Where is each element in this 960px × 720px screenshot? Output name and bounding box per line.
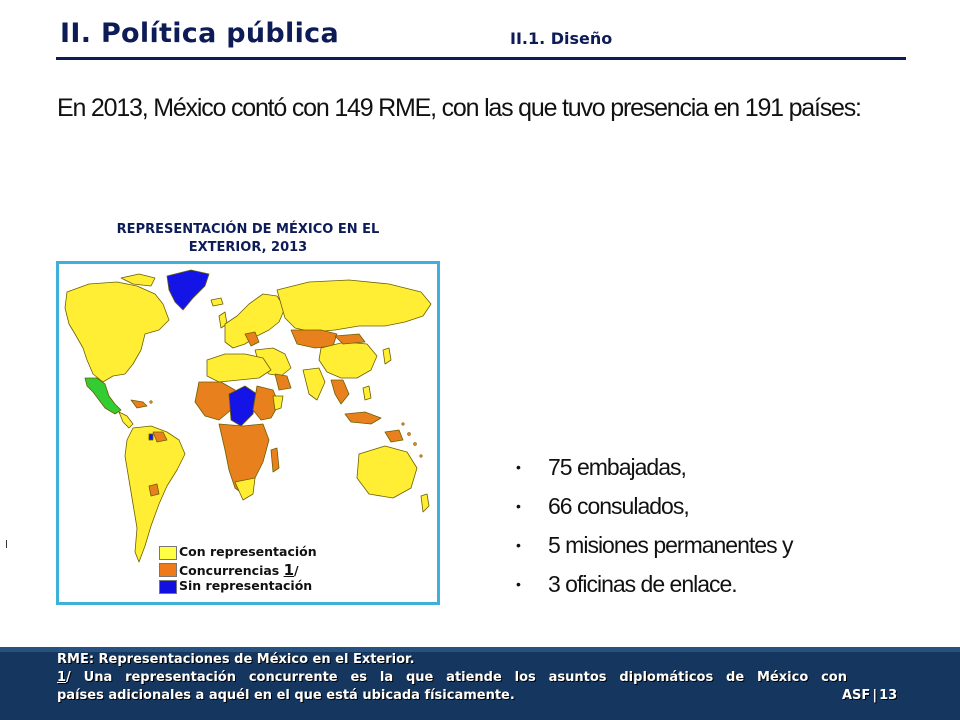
map-title-line-1: REPRESENTACIÓN DE MÉXICO EN EL bbox=[116, 222, 380, 237]
region-central-africa bbox=[229, 386, 257, 426]
legend-label bbox=[179, 561, 299, 579]
region-china bbox=[319, 342, 377, 378]
region-suriname bbox=[149, 434, 153, 440]
region-indonesia bbox=[345, 412, 381, 424]
region-horn-of-africa bbox=[273, 396, 283, 410]
region-papua bbox=[385, 430, 403, 442]
region-australia bbox=[357, 446, 417, 498]
island-dot bbox=[407, 432, 410, 435]
org-label: ASF bbox=[842, 688, 871, 703]
region-central-asia bbox=[291, 330, 337, 348]
region-north-africa bbox=[207, 354, 271, 382]
legend-swatch-orange bbox=[159, 563, 177, 577]
region-philippines bbox=[363, 386, 371, 400]
region-north-america bbox=[65, 282, 169, 382]
region-india bbox=[303, 368, 325, 400]
bullet-item bbox=[516, 452, 792, 491]
map-title bbox=[56, 221, 440, 257]
bullet-dot-icon: • bbox=[516, 576, 520, 592]
region-new-zealand bbox=[421, 494, 429, 512]
map-title-line-2: EXTERIOR, 2013 bbox=[188, 240, 308, 255]
legend-label: Sin representación bbox=[179, 578, 313, 593]
bullet-dot-icon: • bbox=[516, 537, 520, 553]
bullet-text: 75 embajadas, bbox=[548, 454, 686, 480]
region-central-america bbox=[119, 412, 133, 428]
legend-label: Con representación bbox=[179, 544, 317, 559]
region-paraguay bbox=[149, 484, 159, 496]
region-japan bbox=[383, 348, 391, 364]
separator: | bbox=[872, 688, 878, 703]
bullet-text: 66 consulados, bbox=[548, 493, 689, 519]
bullet-text: 3 oficinas de enlace. bbox=[548, 571, 737, 597]
bullet-list bbox=[516, 452, 792, 608]
region-caribbean bbox=[131, 400, 147, 408]
region-greenland bbox=[167, 270, 209, 310]
edge-mark bbox=[6, 540, 7, 548]
slide-title: II. Política pública bbox=[60, 18, 339, 49]
world-map bbox=[56, 261, 440, 605]
bullet-dot-icon: • bbox=[516, 498, 520, 514]
island-dot bbox=[420, 455, 423, 458]
footnote-ref: 1 bbox=[283, 561, 295, 579]
footnote-concurrency bbox=[57, 670, 847, 685]
region-mexico bbox=[85, 378, 121, 414]
legend-swatch-yellow bbox=[159, 546, 177, 560]
footnote-concurrency-cont: países adicionales a aquél en el que está ubicada físicamente. bbox=[57, 688, 515, 703]
legend-label-text: Concurrencias bbox=[179, 563, 284, 578]
bullet-item bbox=[516, 569, 792, 608]
region-mongolia bbox=[335, 334, 365, 344]
region-west-africa bbox=[195, 382, 235, 420]
section-subtitle: II.1. Diseño bbox=[510, 29, 613, 48]
footnote-ref: 1 bbox=[57, 670, 67, 685]
page-badge bbox=[842, 688, 897, 703]
footnote-text: / Una representación concurrente es la que atiende los asuntos diplomáticos de México con bbox=[66, 670, 847, 685]
island-dot bbox=[150, 401, 153, 404]
island-dot bbox=[413, 442, 416, 445]
legend-label-suffix: / bbox=[294, 563, 299, 578]
region-arabia bbox=[275, 374, 291, 390]
island-dot bbox=[402, 423, 405, 426]
bullet-dot-icon: • bbox=[516, 459, 520, 475]
region-iceland bbox=[211, 298, 223, 306]
footnote-rme: RME: Representaciones de México en el Exterior. bbox=[57, 652, 415, 667]
page-number: 13 bbox=[879, 688, 898, 703]
region-south-africa bbox=[235, 478, 255, 500]
legend-swatch-blue bbox=[159, 580, 177, 594]
region-madagascar bbox=[271, 448, 279, 472]
region-indochina bbox=[331, 380, 349, 404]
bullet-item bbox=[516, 491, 792, 530]
intro-text: En 2013, México contó con 149 RME, con las que tuvo presencia en 191 países: bbox=[57, 94, 861, 122]
region-russia bbox=[277, 280, 431, 332]
title-divider bbox=[56, 57, 906, 60]
bullet-text: 5 misiones permanentes y bbox=[548, 532, 793, 558]
bullet-item bbox=[516, 530, 792, 569]
